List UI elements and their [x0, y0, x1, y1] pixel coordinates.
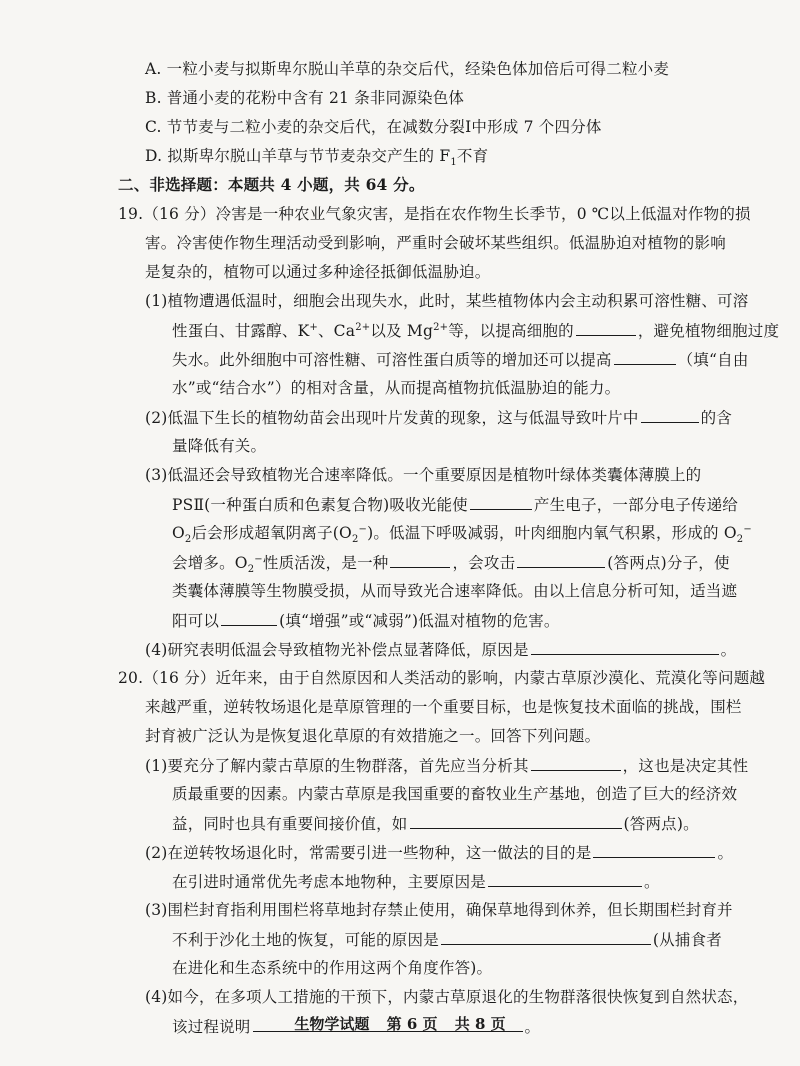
footer-subject: 生物学试题: [294, 1015, 370, 1033]
q20-intro-line1: 20.（16 分）近年来，由于自然原因和人类活动的影响，内蒙古草原沙漠化、荒漠化等问题越: [118, 669, 766, 687]
answer-blank[interactable]: [641, 406, 699, 423]
q19-part3-line3: $O_2$后会形成超氧阴离子$(O_2^-)$。低温下呼吸减弱，叶肉细胞内氧气积累，形成的 $O_2^-$: [172, 523, 752, 546]
q19-part3-line5: 类囊体薄膜等生物膜受损，从而导致光合速率降低。由以上信息分析可知，适当遮: [172, 582, 738, 600]
answer-blank[interactable]: [470, 493, 532, 510]
section-heading: 二、非选择题：本题共 4 小题，共 64 分。: [118, 175, 425, 194]
q20-part3-line1: (3)围栏封育指利用围栏将草地封存禁止使用，确保草地得到休养，但长期围栏封育并: [145, 901, 733, 919]
answer-blank[interactable]: [593, 841, 715, 858]
q19-part3-line4: 会增多。$O_2^-$性质活泼，是一种 ，会攻击 (答两点)分子，使: [172, 551, 730, 574]
q20-intro-line2: 来越严重，逆转牧场退化是草原管理的一个重要目标，也是恢复技术面临的挑战，围栏: [145, 698, 742, 716]
q20-part2-line2: 在引进时通常优先考虑本地物种，主要原因是 。: [172, 870, 660, 893]
answer-blank[interactable]: [441, 928, 651, 945]
option-d: D. 拟斯卑尔脱山羊草与节节麦杂交产生的 $F_1$不育: [145, 147, 489, 169]
answer-blank[interactable]: [488, 870, 642, 887]
answer-blank[interactable]: [410, 812, 622, 829]
q20-part4-line1: (4)如今，在多项人工措施的干预下，内蒙古草原退化的生物群落很快恢复到自然状态，: [145, 988, 749, 1006]
answer-blank[interactable]: [390, 551, 450, 568]
q20-part1-line3: 益，同时也具有重要间接价值，如 (答两点)。: [172, 812, 699, 835]
answer-blank[interactable]: [517, 551, 605, 568]
q19-part1-line1: (1)植物遭遇低温时，细胞会出现失水，此时，某些植物体内会主动积累可溶性糖、可溶: [145, 292, 749, 310]
q19-part3-line2: PSⅡ(一种蛋白质和色素复合物)吸收光能使 产生电子，一部分电子传递给: [172, 493, 738, 516]
q19-part2-line1: (2)低温下生长的植物幼苗会出现叶片发黄的现象，这与低温导致叶片中 的含: [145, 406, 732, 429]
footer-total-pages: 共 8 页: [454, 1015, 506, 1033]
q19-part3-line6: 阳可以 (填“增强”或“减弱”)低温对植物的危害。: [172, 609, 560, 632]
option-b: B. 普通小麦的花粉中含有 21 条非同源染色体: [145, 89, 465, 107]
q20-part3-line2: 不利于沙化土地的恢复，可能的原因是 (从捕食者: [172, 928, 722, 951]
q19-part3-line1: (3)低温还会导致植物光合速率降低。一个重要原因是植物叶绿体类囊体薄膜上的: [145, 466, 702, 484]
q20-intro-line3: 封育被广泛认为是恢复退化草原的有效措施之一。回答下列问题。: [145, 727, 601, 745]
option-a: A. 一粒小麦与拟斯卑尔脱山羊草的杂交后代，经染色体加倍后可得二粒小麦: [145, 60, 670, 78]
answer-blank[interactable]: [221, 609, 277, 626]
q20-part3-line3: 在进化和生态系统中的作用这两个角度作答)。: [172, 959, 493, 977]
answer-blank[interactable]: [614, 348, 676, 365]
q20-part4-line2: 该过程说明 。: [172, 1015, 540, 1038]
q19-part4-line1: (4)研究表明低温会导致植物光补偿点显著降低，原因是 。: [145, 638, 736, 661]
q20-part1-line1: (1)要充分了解内蒙古草原的生物群落，首先应当分析其 ，这也是决定其性: [145, 754, 748, 777]
q20-part2-line1: (2)在逆转牧场退化时，常需要引进一些物种，这一做法的目的是 。: [145, 841, 733, 864]
q19-part1-line2: 性蛋白、甘露醇、K+、$Ca^{2+}$以及 $Mg^{2+}$等，以提高细胞的 ，避免植物细胞过度: [172, 319, 779, 342]
option-c: C. 节节麦与二粒小麦的杂交后代，在减数分裂Ⅰ中形成 7 个四分体: [145, 118, 602, 136]
q19-intro-line2: 害。冷害使作物生理活动受到影响，严重时会破坏某些组织。低温胁迫对植物的影响: [145, 234, 726, 252]
answer-blank[interactable]: [531, 638, 719, 655]
q19-intro-line1: 19.（16 分）冷害是一种农业气象灾害，是指在农作物生长季节，0 ℃以上低温对作物的损: [118, 205, 751, 223]
answer-blank[interactable]: [576, 319, 636, 336]
answer-blank[interactable]: [531, 754, 621, 771]
footer-page-number: 第 6 页: [386, 1015, 438, 1033]
q19-part1-line4: 水”或“结合水”）的相对含量，从而提高植物抗低温胁迫的能力。: [172, 379, 621, 397]
page-footer: [0, 1013, 800, 1034]
q19-part1-line3: 失水。此外细胞中可溶性糖、可溶性蛋白质等的增加还可以提高 （填“自由: [172, 348, 749, 371]
q20-part1-line2: 质最重要的因素。内蒙古草原是我国重要的畜牧业生产基地，创造了巨大的经济效: [172, 785, 738, 803]
q19-intro-line3: 是复杂的，植物可以通过多种途径抵御低温胁迫。: [145, 263, 491, 281]
q19-part2-line2: 量降低有关。: [172, 437, 267, 455]
